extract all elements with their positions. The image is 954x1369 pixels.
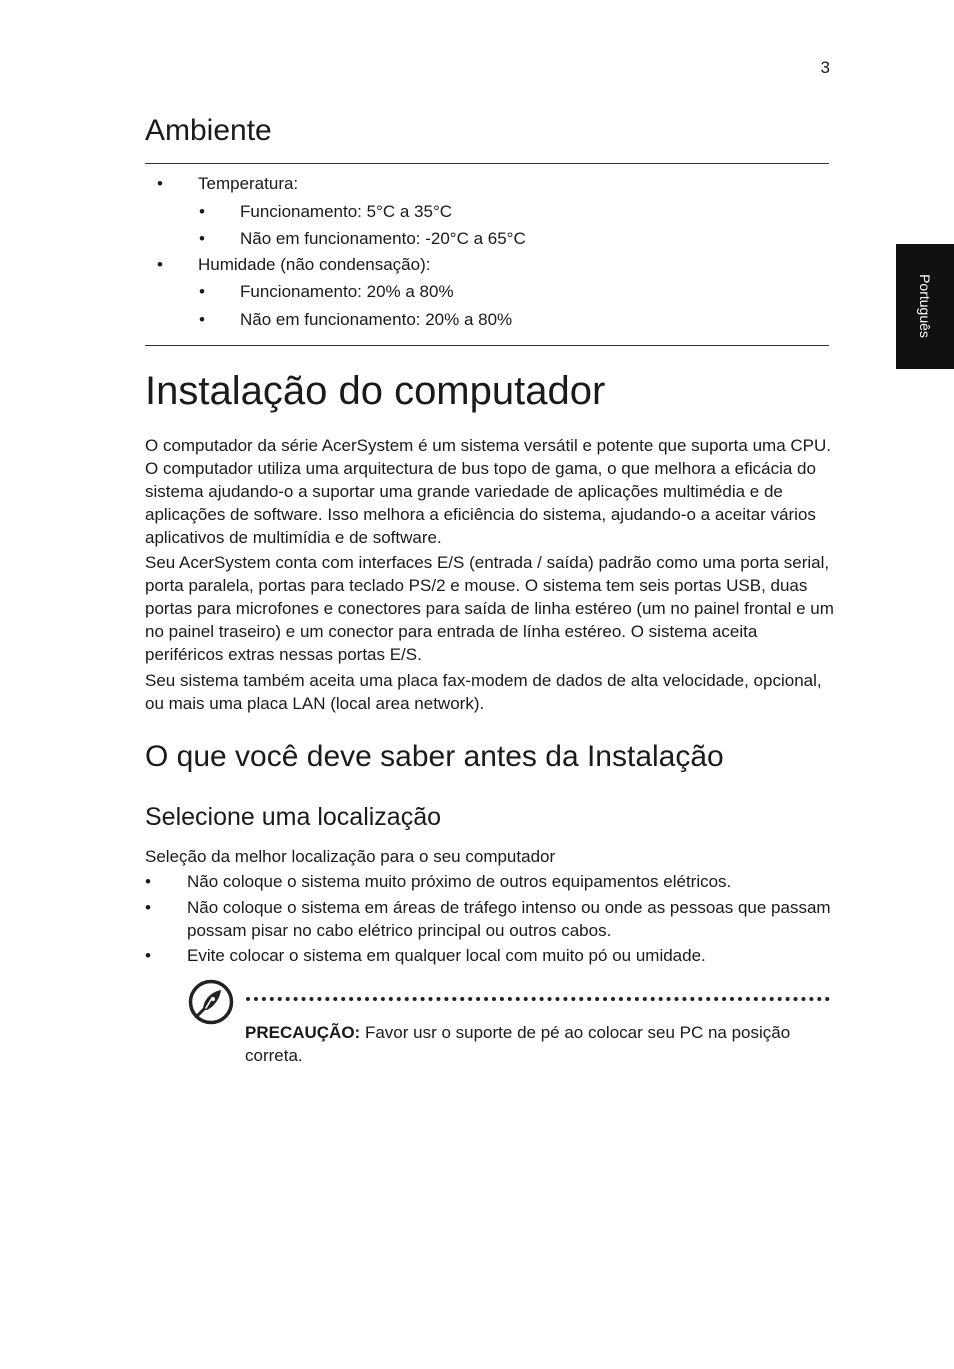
list-subitem: Não em funcionamento: 20% a 80%: [240, 310, 513, 329]
subsection-title-location: Selecione uma localização: [145, 803, 442, 831]
page-number: 3: [820, 58, 830, 77]
caution-note: [245, 1021, 815, 1067]
bullet-dot: •: [157, 255, 163, 274]
list-subitem: Não em funcionamento: -20°C a 65°C: [240, 229, 526, 248]
bullet-dot: •: [199, 282, 205, 301]
bullet-dot: •: [145, 946, 151, 965]
language-tab-label: Português: [917, 274, 933, 338]
chapter-title: Instalação do computador: [145, 369, 606, 413]
list-item: Não coloque o sistema em áreas de tráfego intenso ou onde as pessoas que passam possam pisar no cabo elétrico principal ou outros cabos.: [187, 898, 831, 940]
language-tab: [896, 244, 954, 369]
bullet-dot: •: [199, 310, 205, 329]
location-intro: Seleção da melhor localização para o seu computador: [145, 847, 556, 866]
bullet-dot: •: [145, 872, 151, 891]
section-rule-top: [145, 163, 829, 164]
list-item: Não coloque o sistema muito próximo de outros equipamentos elétricos.: [187, 872, 732, 891]
list-item-temperature: Temperatura:: [198, 174, 299, 193]
caution-text: Favor usr o suporte de pé ao colocar seu PC na posição correta.: [245, 1023, 791, 1065]
section-rule-bottom: [145, 345, 829, 346]
paragraph: Seu sistema também aceita uma placa fax-modem de dados de alta velocidade, opcional, ou mais uma placa LAN (local area network).: [145, 671, 822, 713]
list-subitem: Funcionamento: 20% a 80%: [240, 282, 454, 301]
bullet-dot: •: [199, 229, 205, 248]
caution-label: PRECAUÇÃO:: [245, 1023, 361, 1042]
bullet-dot: •: [145, 898, 151, 917]
pen-nib-note-icon: [188, 979, 234, 1025]
list-item-humidity: Humidade (não condensação):: [198, 255, 431, 274]
list-subitem: Funcionamento: 5°C a 35°C: [240, 202, 453, 221]
bullet-dot: •: [157, 174, 163, 193]
bullet-dot: •: [199, 202, 205, 221]
note-divider: [246, 997, 830, 1001]
paragraph: Seu AcerSystem conta com interfaces E/S (entrada / saída) padrão como uma porta serial, porta paralela, portas para teclado PS/2 e mouse. O sistema tem seis portas USB, duas portas para microfones e conectores para saída de linha estéreo (um no painel frontal e um no painel traseiro) e um conector para entrada de línha estéreo. O sistema aceita periféricos extras nessas portas E/S.: [145, 553, 834, 664]
section-title-before-install: O que você deve saber antes da Instalação: [145, 740, 724, 773]
list-item: Evite colocar o sistema em qualquer local com muito pó ou umidade.: [187, 946, 706, 965]
paragraph: O computador da série AcerSystem é um sistema versátil e potente que suporta uma CPU. O computador utiliza uma arquitectura de bus topo de gama, o que melhora a eficácia do sistema ajudando-o a suportar uma grande variedade de aplicações multimédia e de aplicações de software. Isso melhora a eficiência do sistema, ajudando-o a aceitar vários aplicativos de multimídia e de software.: [145, 436, 831, 547]
section-title-ambiente: Ambiente: [145, 114, 272, 147]
